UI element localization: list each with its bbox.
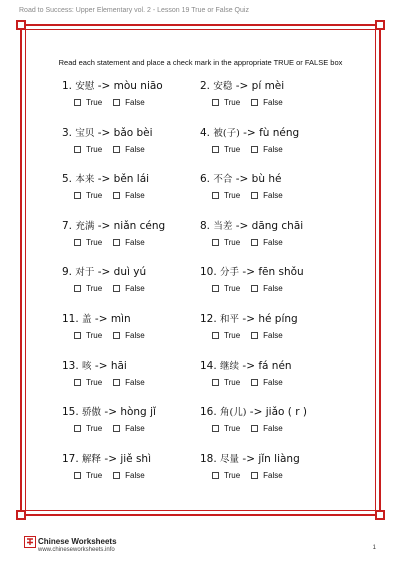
true-label: True [86,144,103,154]
item-number: 8. [200,219,211,232]
false-option[interactable] [251,98,283,107]
answer-options [212,191,350,201]
false-option[interactable] [251,191,283,200]
frame-corner-bottom-left [16,510,26,520]
instructions: Read each statement and place a check mark in the appropriate TRUE or FALSE box [58,58,343,67]
quiz-statement [62,312,200,327]
quiz-statement [200,265,350,280]
false-label: False [125,237,145,247]
false-label: False [125,284,145,294]
chinese-worksheets-logo-icon [24,536,36,548]
quiz-statement [62,219,200,234]
arrow-separator: -> [239,359,259,372]
quiz-statement [62,452,200,467]
checkbox-icon[interactable] [251,472,258,479]
arrow-separator: -> [94,173,114,186]
checkbox-icon[interactable] [251,192,258,199]
frame-corner-bottom-right [375,510,385,520]
checkbox-icon[interactable] [74,472,81,479]
true-option[interactable] [212,98,240,107]
quiz-statement [62,405,200,420]
false-label: False [263,470,283,480]
checkbox-icon[interactable] [113,379,120,386]
item-number: 12. [200,312,217,325]
false-option[interactable] [113,471,145,480]
page-header-title: Road to Success: Upper Elementary vol. 2 - Lesson 19 True or False Quiz [19,7,249,14]
quiz-statement [200,452,350,467]
false-option[interactable] [251,424,283,433]
false-label: False [263,377,283,387]
chinese-word: 尽量 [220,453,240,465]
true-option[interactable] [74,331,102,340]
checkbox-icon[interactable] [113,99,120,106]
quiz-statement [200,126,350,141]
quiz-statement [62,359,200,374]
arrow-separator: -> [246,406,266,419]
quiz-statement [62,172,200,187]
pinyin: běn lái [113,173,150,186]
pinyin: fēn shǒu [258,266,304,279]
frame-corner-top-left [16,20,26,30]
pinyin: jiǎo ( r ) [265,406,307,419]
quiz-item [62,172,200,219]
chinese-word: 安慰 [75,81,95,92]
quiz-item [62,452,200,499]
false-label: False [125,330,145,340]
checkbox-icon[interactable] [74,332,81,339]
checkbox-icon[interactable] [212,192,219,199]
answer-options [212,284,350,294]
checkbox-icon[interactable] [251,425,258,432]
false-option[interactable] [113,378,145,387]
checkbox-icon[interactable] [251,285,258,292]
answer-options [74,191,200,201]
true-option[interactable] [212,378,240,387]
item-number: 11. [62,312,79,325]
checkbox-icon[interactable] [212,332,219,339]
false-label: False [263,237,283,247]
false-label: False [263,284,283,294]
false-option[interactable] [251,378,283,387]
item-number: 15. [62,406,79,419]
checkbox-icon[interactable] [212,379,219,386]
quiz-statement [62,126,200,141]
false-option[interactable] [251,471,283,480]
quiz-item [62,219,200,266]
checkbox-icon[interactable] [113,332,120,339]
checkbox-icon[interactable] [251,332,258,339]
page-number: 1 [372,545,376,551]
quiz-item [62,405,200,452]
quiz-item [200,312,350,359]
frame-corner-top-right [375,20,385,30]
item-number: 9. [62,266,73,279]
true-label: True [86,377,103,387]
chinese-word: 角(儿) [220,407,247,419]
true-option[interactable] [74,424,102,433]
chinese-word: 不合 [213,174,233,186]
checkbox-icon[interactable] [212,239,219,246]
true-option[interactable] [74,471,102,480]
true-option[interactable] [212,238,240,247]
quiz-item [62,126,200,173]
checkbox-icon[interactable] [74,425,81,432]
true-option[interactable] [74,145,102,154]
chinese-word: 骄傲 [82,407,102,419]
quiz-item [200,452,350,499]
arrow-separator: -> [94,126,114,139]
false-label: False [263,191,283,201]
false-label: False [263,98,283,107]
pinyin: pí mèi [251,80,285,92]
arrow-separator: -> [94,80,114,92]
item-number: 13. [62,359,79,372]
true-option[interactable] [74,98,102,107]
arrow-separator: -> [101,406,121,419]
arrow-separator: -> [232,173,252,186]
chinese-word: 继续 [220,360,240,372]
checkbox-icon[interactable] [113,425,120,432]
false-label: False [263,424,283,434]
chinese-word: 和平 [220,313,240,325]
answer-options [74,378,200,388]
false-label: False [263,330,283,340]
false-option[interactable] [113,191,145,200]
chinese-word: 对于 [75,267,95,279]
answer-options [74,471,200,481]
arrow-separator: -> [239,266,259,279]
quiz-grid [62,79,362,498]
true-option[interactable] [212,284,240,293]
answer-options [212,145,350,155]
item-number: 5. [62,173,73,186]
false-label: False [125,377,145,387]
item-number: 10. [200,266,217,279]
answer-options [212,424,350,434]
true-label: True [86,284,103,294]
chinese-word: 本来 [75,174,95,186]
item-number: 6. [200,173,211,186]
false-label: False [125,424,145,434]
checkbox-icon[interactable] [74,146,81,153]
answer-options [74,424,200,434]
false-option[interactable] [113,424,145,433]
true-option[interactable] [74,284,102,293]
pinyin: mòu niāo [113,80,163,92]
pinyin: mìn [110,312,131,325]
false-option[interactable] [251,284,283,293]
answer-options [74,98,200,108]
true-label: True [86,330,103,340]
pinyin: duì yú [113,266,147,279]
checkbox-icon[interactable] [212,472,219,479]
false-option[interactable] [251,331,283,340]
checkbox-icon[interactable] [212,285,219,292]
false-label: False [125,98,145,107]
pinyin: jiě shì [120,452,152,465]
true-option[interactable] [212,424,240,433]
quiz-statement [200,79,350,94]
true-label: True [224,237,241,247]
quiz-item [200,126,350,173]
true-option[interactable] [212,471,240,480]
pinyin: hòng jǐ [120,406,156,419]
arrow-separator: -> [94,266,114,279]
true-option[interactable] [74,238,102,247]
quiz-statement [62,79,200,94]
answer-options [212,331,350,341]
pinyin: fá nén [258,359,292,372]
false-option[interactable] [113,284,145,293]
answer-options [212,98,350,108]
true-option[interactable] [212,331,240,340]
item-number: 16. [200,406,217,419]
true-label: True [224,424,241,434]
true-option[interactable] [212,145,240,154]
arrow-separator: -> [91,359,111,372]
false-option[interactable] [251,238,283,247]
checkbox-icon[interactable] [212,146,219,153]
true-label: True [86,424,103,434]
arrow-separator: -> [232,219,252,232]
false-option[interactable] [113,98,145,107]
checkbox-icon[interactable] [251,99,258,106]
checkbox-icon[interactable] [251,239,258,246]
chinese-word: 解释 [82,453,102,465]
item-number: 2. [200,80,211,92]
chinese-word: 宝贝 [75,127,95,139]
checkbox-icon[interactable] [113,472,120,479]
pinyin: hāi [110,359,127,372]
answer-options [74,145,200,155]
quiz-item [62,265,200,312]
false-option[interactable] [251,145,283,154]
false-option[interactable] [113,238,145,247]
checkbox-icon[interactable] [251,146,258,153]
quiz-statement [200,359,350,374]
true-option[interactable] [212,191,240,200]
false-label: False [125,191,145,201]
true-label: True [86,98,103,107]
item-number: 7. [62,219,73,232]
pinyin: dāng chāi [251,219,304,232]
checkbox-icon[interactable] [113,239,120,246]
quiz-item [62,312,200,359]
answer-options [74,331,200,341]
true-label: True [86,237,103,247]
chinese-word: 充满 [75,220,95,232]
item-number: 4. [200,126,211,139]
checkbox-icon[interactable] [212,425,219,432]
true-label: True [86,191,103,201]
pinyin: bǎo bèi [113,126,153,139]
pinyin: hé píng [258,312,298,325]
chinese-word: 盖 [82,313,92,325]
item-number: 1. [62,80,73,92]
quiz-item [200,172,350,219]
true-label: True [224,377,241,387]
true-option[interactable] [74,378,102,387]
checkbox-icon[interactable] [74,379,81,386]
true-label: True [224,98,241,107]
true-label: True [224,144,241,154]
item-number: 14. [200,359,217,372]
answer-options [74,284,200,294]
quiz-statement [200,219,350,234]
pinyin: jǐn liàng [258,452,300,465]
arrow-separator: -> [232,80,252,92]
quiz-statement [200,172,350,187]
arrow-separator: -> [239,452,259,465]
chinese-word: 咳 [82,360,92,372]
chinese-word: 当差 [213,220,233,232]
footer-logo-url[interactable]: www.chineseworksheets.info [38,547,115,553]
quiz-item [62,359,200,406]
quiz-statement [200,312,350,327]
checkbox-icon[interactable] [74,285,81,292]
item-number: 17. [62,452,79,465]
quiz-item [200,219,350,266]
item-number: 3. [62,126,73,139]
false-label: False [263,144,283,154]
arrow-separator: -> [94,219,114,232]
checkbox-icon[interactable] [113,285,120,292]
pinyin: niǎn céng [113,219,166,232]
quiz-item [200,265,350,312]
item-number: 18. [200,452,217,465]
true-label: True [224,284,241,294]
false-label: False [125,470,145,480]
pinyin: fù néng [259,126,300,139]
checkbox-icon[interactable] [113,146,120,153]
answer-options [212,471,350,481]
pinyin: bù hé [251,173,282,186]
answer-options [212,378,350,388]
arrow-separator: -> [239,312,259,325]
checkbox-icon[interactable] [74,99,81,106]
quiz-statement [200,405,350,420]
arrow-separator: -> [101,452,121,465]
chinese-word: 安稳 [213,81,233,92]
checkbox-icon[interactable] [251,379,258,386]
checkbox-icon[interactable] [74,192,81,199]
quiz-item [200,79,350,126]
answer-options [74,238,200,248]
chinese-word: 分手 [220,267,240,279]
footer-logo-name: Chinese Worksheets [38,537,117,546]
true-label: True [86,470,103,480]
true-option[interactable] [74,191,102,200]
true-label: True [224,330,241,340]
quiz-item [200,359,350,406]
arrow-separator: -> [239,126,260,139]
false-option[interactable] [113,145,145,154]
false-label: False [125,144,145,154]
true-label: True [224,470,241,480]
quiz-item [200,405,350,452]
false-option[interactable] [113,331,145,340]
checkbox-icon[interactable] [212,99,219,106]
quiz-statement [62,265,200,280]
chinese-word: 被(子) [213,127,240,139]
checkbox-icon[interactable] [113,192,120,199]
answer-options [212,238,350,248]
arrow-separator: -> [91,312,111,325]
checkbox-icon[interactable] [74,239,81,246]
quiz-item [62,79,200,126]
true-label: True [224,191,241,201]
